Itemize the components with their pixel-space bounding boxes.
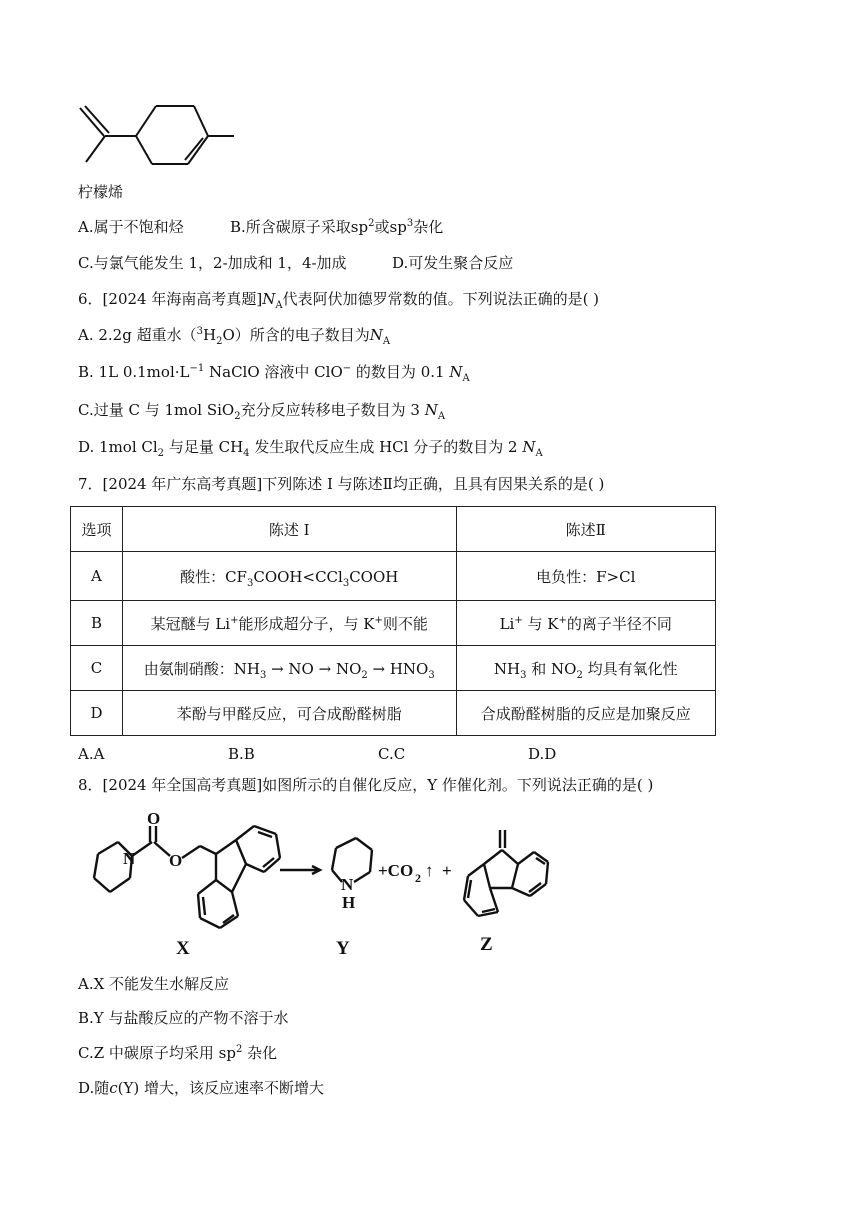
scheme-h-y: H	[342, 893, 356, 912]
row-key: A	[71, 552, 123, 601]
limonene-caption: 柠檬烯	[78, 183, 124, 201]
q5-option-c: C.与氯气能发生 1，2-加成和 1，4-加成	[78, 254, 347, 272]
table-row	[71, 552, 716, 601]
q8-option-a: A.X 不能发生水解反应	[78, 975, 230, 993]
row-key: D	[71, 691, 123, 736]
scheme-n-y: N	[341, 875, 354, 894]
q6-option-b: B. 1L $0.1mol\cdot L^{-1}$ NaClO 溶液中 ClO− 的数目为 0.1 $N_A$	[78, 363, 470, 384]
statement-2: 合成酚醛树脂的反应是加聚反应	[456, 691, 715, 736]
q7-answer-d: D.D	[528, 745, 557, 763]
scheme-co2-sub: 2	[415, 871, 421, 885]
q7-table	[70, 506, 716, 736]
q5-option-b: B.所含碳原子采取$sp^2$或$sp^3$杂化	[230, 218, 444, 236]
statement-1: 某冠醚与 Li+能形成超分子，与 K+则不能	[122, 601, 456, 646]
table-row	[71, 601, 716, 646]
col-header-statement-2: 陈述Ⅱ	[456, 507, 715, 552]
q8-reaction-scheme	[78, 812, 553, 962]
q8-stem: 8．[2024 年全国高考真题]如图所示的自催化反应，Y 作催化剂。下列说法正确的是( )	[78, 776, 654, 794]
table-row	[71, 646, 716, 691]
q6-option-d: D. 1mol $Cl_2$ 与足量 $CH_4$ 发生取代反应生成 HCl 分子的数目为 2 $N_A$	[78, 438, 543, 459]
statement-1: 酸性：$CF_3COOH<CCl_3COOH$	[122, 552, 456, 601]
q5-option-d: D.可发生聚合反应	[392, 254, 514, 272]
q6-option-c: C.过量 C 与 1mol SiO$_2$充分反应转移电子数目为 3 $N_A$	[78, 401, 446, 422]
scheme-up-arrow: ↑	[425, 861, 434, 880]
q8-option-d: D.随c(Y) 增大，该反应速率不断增大	[78, 1079, 325, 1097]
statement-2: Li+ 与 K+的离子半径不同	[456, 601, 715, 646]
scheme-label-z: Z	[480, 934, 493, 955]
q6-option-a: A. 2.2g 超重水$(^3H_2O)$所含的电子数目为$N_A$	[78, 326, 391, 347]
q8-option-b: B.Y 与盐酸反应的产物不溶于水	[78, 1009, 289, 1027]
table-row	[71, 507, 716, 552]
statement-1: 苯酚与甲醛反应，可合成酚醛树脂	[122, 691, 456, 736]
scheme-o-ester: O	[169, 851, 183, 870]
q7-answer-b: B.B	[228, 745, 255, 763]
limonene-structure	[74, 100, 244, 170]
scheme-o-carbonyl: O	[147, 812, 161, 828]
scheme-plus: +	[442, 861, 452, 880]
q7-answer-a: A.A	[78, 745, 105, 763]
statement-2: 电负性：F>Cl	[456, 552, 715, 601]
q6-stem: 6．[2024 年海南高考真题]$N_A$代表阿伏加德罗常数的值。下列说法正确的是( )	[78, 290, 600, 311]
scheme-plus-co2: +CO	[378, 861, 414, 880]
q5-option-a: A.属于不饱和烃	[78, 218, 184, 236]
col-header-option: 选项	[71, 507, 123, 552]
table-row	[71, 691, 716, 736]
q7-stem: 7．[2024 年广东高考真题]下列陈述 I 与陈述Ⅱ均正确，且具有因果关系的是( )	[78, 475, 605, 493]
row-key: B	[71, 601, 123, 646]
row-key: C	[71, 646, 123, 691]
col-header-statement-1: 陈述 I	[122, 507, 456, 552]
q8-option-c: C.Z 中碳原子均采用 $sp^2$ 杂化	[78, 1044, 278, 1062]
scheme-label-y: Y	[336, 938, 350, 959]
scheme-n-x: N	[123, 849, 136, 868]
statement-1: 由氨制硝酸：$NH_3$ → NO → $NO_2 \to HNO_3$	[122, 646, 456, 691]
scheme-label-x: X	[176, 938, 190, 959]
q7-answer-c: C.C	[378, 745, 406, 763]
statement-2: $NH_3$ 和 $NO_2$ 均具有氧化性	[456, 646, 715, 691]
